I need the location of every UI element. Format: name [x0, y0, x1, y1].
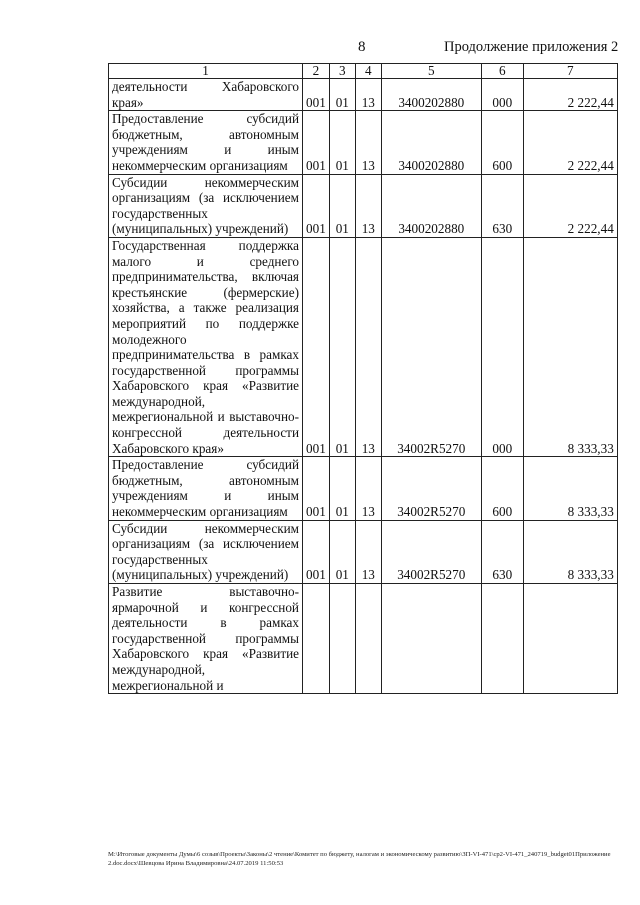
cell-code-4: 13: [355, 457, 381, 520]
cell-target-article: 3400202880: [381, 111, 481, 174]
table-row: [109, 174, 618, 237]
budget-table: [108, 63, 618, 694]
cell-code-3: 01: [329, 237, 355, 456]
cell-code-2: 001: [303, 237, 330, 456]
cell-code-2: 001: [303, 520, 330, 583]
cell-expense-type: 600: [481, 111, 523, 174]
item-name: Развитие выставочно-ярмарочной и конгрессной деятельности в рамках государственной программы Хабаровского края «Развитие международной, межрегиональной и: [109, 584, 303, 694]
cell-code-3: 01: [329, 79, 355, 111]
cell-code-2: 001: [303, 111, 330, 174]
cell-code-2: [303, 584, 330, 694]
table-header-row: [109, 64, 618, 79]
cell-expense-type: 630: [481, 174, 523, 237]
item-name: деятельности Хабаровского края»: [109, 79, 303, 111]
column-header: 1: [109, 64, 303, 79]
item-name: Предоставление субсидий бюджетным, автономным учреждениям и иным некоммерческим организациям: [109, 457, 303, 520]
item-name: Субсидии некоммерческим организациям (за исключением государственных (муниципальных) учреждений): [109, 520, 303, 583]
cell-code-4: 13: [355, 520, 381, 583]
cell-target-article: 34002R5270: [381, 457, 481, 520]
cell-code-3: 01: [329, 174, 355, 237]
cell-target-article: 34002R5270: [381, 520, 481, 583]
cell-expense-type: 000: [481, 237, 523, 456]
table-row: [109, 237, 618, 456]
table-row: [109, 584, 618, 694]
cell-amount: [523, 584, 617, 694]
table-row: [109, 111, 618, 174]
cell-code-2: 001: [303, 457, 330, 520]
cell-code-2: 001: [303, 174, 330, 237]
cell-amount: 8 333,33: [523, 457, 617, 520]
column-header: 7: [523, 64, 617, 79]
cell-amount: 8 333,33: [523, 520, 617, 583]
cell-amount: 2 222,44: [523, 79, 617, 111]
cell-amount: 2 222,44: [523, 111, 617, 174]
cell-code-4: [355, 584, 381, 694]
table-row: [109, 520, 618, 583]
continuation-note: Продолжение приложения 2: [444, 39, 619, 55]
cell-code-2: 001: [303, 79, 330, 111]
table-row: [109, 79, 618, 111]
cell-expense-type: 630: [481, 520, 523, 583]
cell-expense-type: [481, 584, 523, 694]
cell-code-4: 13: [355, 237, 381, 456]
cell-code-4: 13: [355, 79, 381, 111]
cell-expense-type: 600: [481, 457, 523, 520]
cell-amount: 2 222,44: [523, 174, 617, 237]
cell-code-3: 01: [329, 520, 355, 583]
cell-target-article: 3400202880: [381, 174, 481, 237]
cell-code-4: 13: [355, 174, 381, 237]
item-name: Субсидии некоммерческим организациям (за исключением государственных (муниципальных) учреждений): [109, 174, 303, 237]
cell-amount: 8 333,33: [523, 237, 617, 456]
page-number: 8: [358, 39, 366, 55]
file-path-footer: M:\Итоговые документы Думы\6 созыв\Проекты\Законы\2 чтение\Комитет по бюджету, налогам и экономическому развитию\ЗП-VI-471\ср2-VI-471_240719_budget01Приложение 2.doc.docx\Шевцова Ирина Владимировна\24.07.2019 11:50:53: [108, 851, 611, 867]
table-row: [109, 457, 618, 520]
cell-target-article: 34002R5270: [381, 237, 481, 456]
column-header: 3: [329, 64, 355, 79]
cell-target-article: [381, 584, 481, 694]
item-name: Предоставление субсидий бюджетным, автономным учреждениям и иным некоммерческим организациям: [109, 111, 303, 174]
cell-target-article: 3400202880: [381, 79, 481, 111]
cell-expense-type: 000: [481, 79, 523, 111]
item-name: Государственная поддержка малого и среднего предпринимательства, включая крестьянские (фермерские) хозяйства, а также реализация мероприятий по поддержке молодежного предпринимательства в рамках государственной программы Хабаровского края «Развитие международной, межрегиональной и выставочно-конгрессной деятельности Хабаровского края»: [109, 237, 303, 456]
column-header: 4: [355, 64, 381, 79]
cell-code-3: 01: [329, 111, 355, 174]
column-header: 2: [303, 64, 330, 79]
cell-code-3: [329, 584, 355, 694]
column-header: 5: [381, 64, 481, 79]
cell-code-3: 01: [329, 457, 355, 520]
column-header: 6: [481, 64, 523, 79]
cell-code-4: 13: [355, 111, 381, 174]
